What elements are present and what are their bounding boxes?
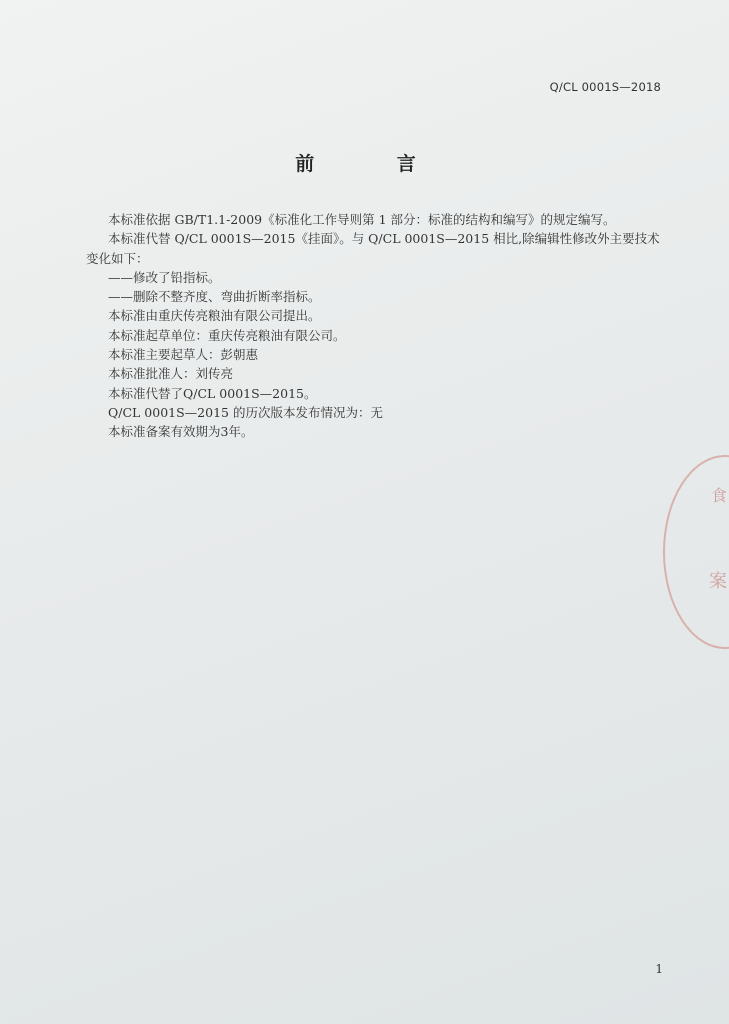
- paragraph: 本标准备案有效期为3年。: [108, 424, 254, 440]
- paragraph: 本标准批准人：刘传亮: [108, 366, 234, 382]
- paragraph: 本标准主要起草人：彭朝惠: [108, 347, 259, 363]
- document-code: Q/CL 0001S—2018: [549, 80, 661, 94]
- seal-character: 食: [710, 486, 727, 505]
- list-item: ——修改了铅指标。: [108, 269, 221, 285]
- seal-character: 案: [709, 571, 727, 592]
- paragraph: 本标准由重庆传亮粮油有限公司提出。: [108, 308, 321, 324]
- paragraph: 本标准起草单位：重庆传亮粮油有限公司。: [108, 327, 346, 343]
- paragraph: 本标准代替 Q/CL 0001S—2015《挂面》。与 Q/CL 0001S—2015 相比,除编辑性修改外主要技术变化如下：: [86, 231, 660, 266]
- foreword-body: [86, 210, 666, 442]
- paragraph: Q/CL 0001S—2015 的历次版本发布情况为：无: [108, 404, 383, 420]
- paragraph: 本标准代替了Q/CL 0001S—2015。: [108, 385, 317, 401]
- page-number: 1: [655, 962, 663, 976]
- list-item: ——删除不整齐度、弯曲折断率指标。: [108, 289, 321, 305]
- paragraph: 本标准依据 GB/T1.1-2009《标准化工作导则第 1 部分：标准的结构和编写》的规定编写。: [108, 212, 616, 227]
- page-title: 前 言: [295, 153, 454, 175]
